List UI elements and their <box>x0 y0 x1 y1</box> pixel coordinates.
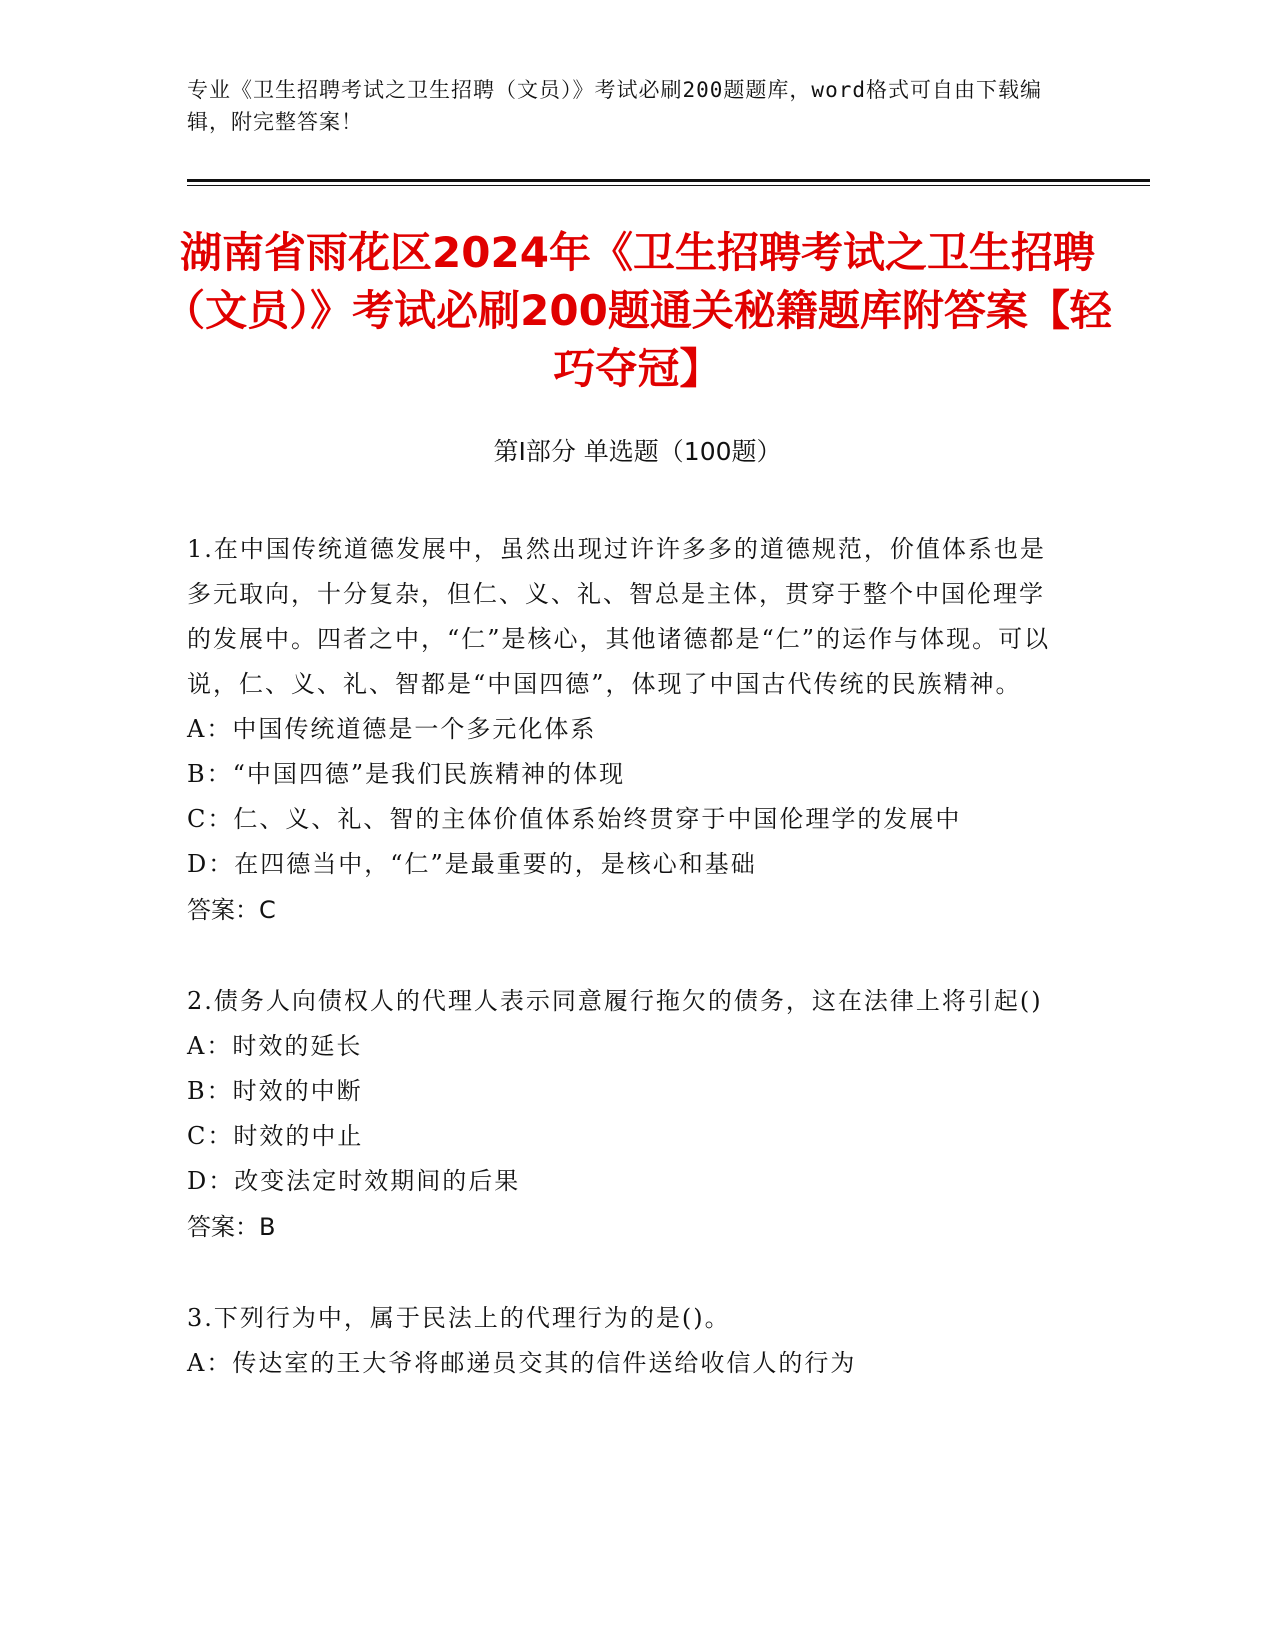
question-1 <box>187 527 1067 933</box>
question-list <box>187 527 1067 1432</box>
answer-line: 答案：B <box>187 1213 276 1241</box>
option-b: B：时效的中断 <box>187 1077 363 1105</box>
question-stem: 3.下列行为中，属于民法上的代理行为的是()。 <box>187 1304 731 1332</box>
question-2 <box>187 979 1067 1250</box>
option-a: A：中国传统道德是一个多元化体系 <box>187 715 597 743</box>
option-b: B：“中国四德”是我们民族精神的体现 <box>187 760 626 788</box>
document-title: 湖南省雨花区2024年《卫生招聘考试之卫生招聘（文员）》考试必刷200题通关秘籍题库附答案【轻巧夺冠】 <box>163 228 1112 393</box>
option-a: A：时效的延长 <box>187 1032 363 1060</box>
answer-line: 答案：C <box>187 896 276 924</box>
header-rule-thick <box>187 179 1150 182</box>
option-c: C：仁、义、礼、智的主体价值体系始终贯穿于中国伦理学的发展中 <box>187 805 962 833</box>
header-rule-thin <box>187 185 1150 186</box>
question-3 <box>187 1296 1067 1386</box>
question-stem: 2.债务人向债权人的代理人表示同意履行拖欠的债务，这在法律上将引起() <box>187 987 1043 1015</box>
option-d: D：在四德当中，“仁”是最重要的，是核心和基础 <box>187 850 757 878</box>
option-c: C：时效的中止 <box>187 1122 364 1150</box>
section-title: 第Ⅰ部分 单选题（100题） <box>493 437 782 466</box>
option-d: D：改变法定时效期间的后果 <box>187 1167 521 1195</box>
question-stem: 1.在中国传统道德发展中，虽然出现过许许多多的道德规范，价值体系也是多元取向，十分复杂，但仁、义、礼、智总是主体，贯穿于整个中国伦理学的发展中。四者之中，“仁”是核心，其他诸德都是“仁”的运作与体现。可以说，仁、义、礼、智都是“中国四德”，体现了中国古代传统的民族精神。 <box>187 535 1051 698</box>
option-a: A：传达室的王大爷将邮递员交其的信件送给收信人的行为 <box>187 1349 857 1377</box>
header-note: 专业《卫生招聘考试之卫生招聘（文员）》考试必刷200题题库，word格式可自由下载编辑，附完整答案！ <box>187 78 1042 134</box>
